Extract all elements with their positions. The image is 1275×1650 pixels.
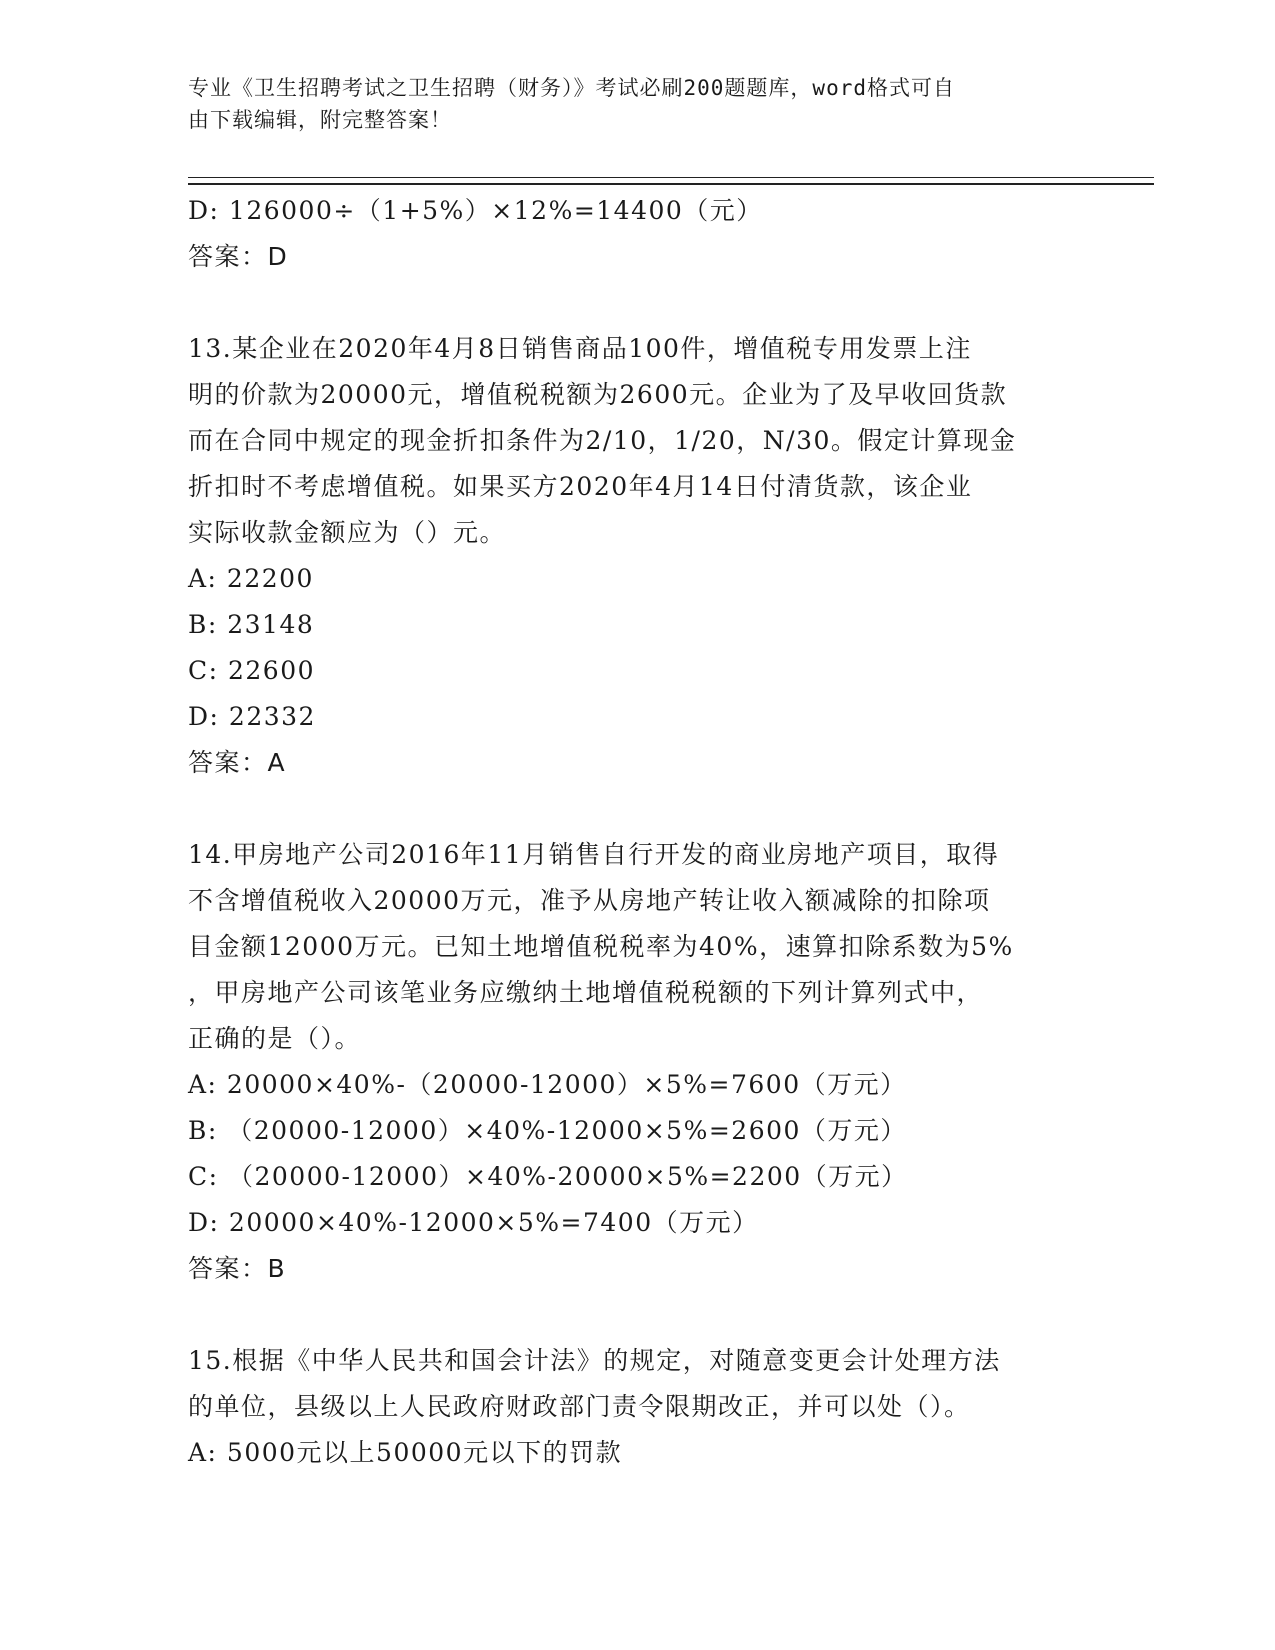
question-text-line: 实际收款金额应为（）元。	[188, 518, 507, 547]
question-text-line: ，甲房地产公司该笔业务应缴纳土地增值税税额的下列计算列式中，	[188, 978, 984, 1007]
question-text-line: 的单位，县级以上人民政府财政部门责令限期改正，并可以处（）。	[188, 1392, 971, 1421]
question-text-line: 15.根据《中华人民共和国会计法》的规定，对随意变更会计处理方法	[188, 1346, 1001, 1375]
question-15	[188, 1338, 1088, 1476]
question-text-line: 14.甲房地产公司2016年11月销售自行开发的商业房地产项目，取得	[188, 840, 1000, 869]
option-d: D: 22332	[188, 702, 316, 731]
question-14	[188, 832, 1088, 1292]
option-d: D: 20000×40%-12000×5%=7400（万元）	[188, 1208, 759, 1237]
question-text-line: 13.某企业在2020年4月8日销售商品100件，增值税专用发票上注	[188, 334, 972, 363]
option-a: A: 5000元以上50000元以下的罚款	[188, 1438, 623, 1467]
answer-line: 答案：A	[188, 748, 287, 777]
option-b: B: 23148	[188, 610, 315, 639]
page-header	[188, 72, 1078, 136]
question-text-line: 目金额12000万元。已知土地增值税税率为40%，速算扣除系数为5%	[188, 932, 1014, 961]
question-text-line: 而在合同中规定的现金折扣条件为2/10，1/20，N/30。假定计算现金	[188, 426, 1017, 455]
question-text-line: 正确的是（）。	[188, 1024, 362, 1053]
option-b: B: （20000-12000）×40%-12000×5%=2600（万元）	[188, 1116, 907, 1145]
document-body	[188, 188, 1088, 1476]
answer-line: 答案：B	[188, 1254, 287, 1283]
option-d: D: 126000÷（1+5%）×12%=14400（元）	[188, 196, 763, 225]
question-13	[188, 326, 1088, 786]
question-text-line: 折扣时不考虑增值税。如果买方2020年4月14日付清货款，该企业	[188, 472, 973, 501]
question-text-line: 不含增值税收入20000万元，准予从房地产转让收入额减除的扣除项	[188, 886, 991, 915]
header-line-1: 专业《卫生招聘考试之卫生招聘（财务）》考试必刷200题题库，word格式可自	[188, 76, 955, 100]
option-a: A: 22200	[188, 564, 314, 593]
option-c: C: 22600	[188, 656, 316, 685]
question-text-line: 明的价款为20000元，增值税税额为2600元。企业为了及早收回货款	[188, 380, 1008, 409]
option-a: A: 20000×40%-（20000-12000）×5%=7600（万元）	[188, 1070, 907, 1099]
header-line-2: 由下载编辑，附完整答案！	[188, 108, 452, 132]
header-divider-thin	[188, 177, 1154, 178]
answer-line: 答案：D	[188, 242, 289, 271]
previous-question-tail	[188, 188, 1088, 280]
header-divider-thick	[188, 183, 1154, 185]
option-c: C: （20000-12000）×40%-20000×5%=2200（万元）	[188, 1162, 908, 1191]
